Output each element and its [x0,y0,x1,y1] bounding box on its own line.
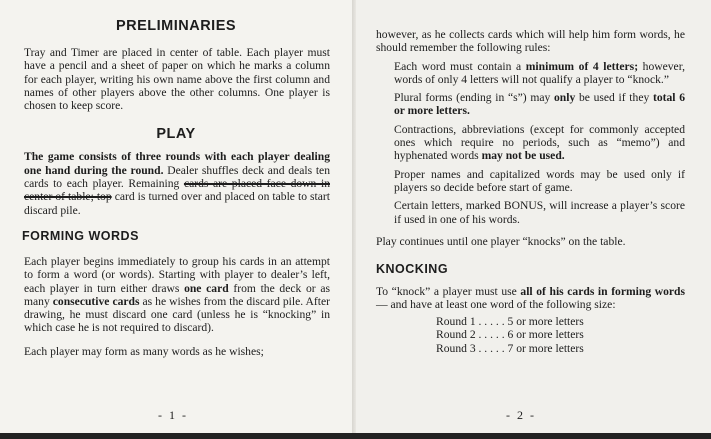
play-text-b: card is turned over and placed on table to start discard pile. [24,190,330,217]
rule-3 [376,123,685,163]
round-list [436,315,685,356]
rule-1-c: however, words of only 4 letters will not qualify a player to “knock.” [394,59,686,86]
rule-3-a: Contractions, abbreviations (except for commonly accepted ones which require no periods, such as “memo”) and hyphenated words [394,122,685,163]
page-number-right: - 2 - [506,408,536,422]
rule-4: Proper names and capitalized words may be used only if players so decide before start of game. [394,167,685,194]
fw-p1-a: Each player begins immediately to group his cards in an attempt to form a word (or words). Starting with player to dealer’s left, each player in turn either draws [24,254,330,295]
play-text-a: Dealer shuffles deck and deals ten cards to each player. Remaining [24,163,331,191]
round-item: Round 2 . . . . . 6 or more letters [436,328,584,342]
knocking-c: — and have at least one word of the following size: [376,298,616,312]
knocking-heading: KNOCKING [376,262,449,277]
fw-p1-c: from the deck or as many [24,281,330,308]
knocking-bold: all of his cards in forming words [520,285,685,299]
continue-text: Play continues until one player “knocks” on the table. [376,234,626,248]
right-page [356,0,711,439]
rule-2-bold-1: only [553,91,576,105]
rule-1-bold: minimum of 4 letters; [525,59,639,73]
preliminaries-text: Tray and Timer are placed in center of table. Each player must have a pencil and a sheet of paper on which he marks a column for each player, writing his own name above the first column and names of other players above the other columns. One player is chosen to keep score. [24,46,330,113]
rule-2-a: Plural forms (ending in “s”) may [394,91,554,105]
rule-2-c: be used if they [575,91,653,105]
forming-words-p2: Each player may form as many words as he wishes; [24,344,264,358]
round-item: Round 1 . . . . . 5 or more letters [436,314,584,328]
left-page [0,0,352,439]
play-struck-text: cards are placed face down in center of table; top [24,177,330,204]
rule-2-bold-2: total 6 or more letters. [394,91,685,118]
page-number-left: - 1 - [158,408,188,422]
fw-p1-bold-1: one card [184,281,229,295]
rule-5: Certain letters, marked BONUS, will increase a player’s score if used in one of his words. [394,199,685,226]
bottom-edge [0,433,711,439]
rules-intro: however, as he collects cards which will help him form words, he should remember the following rules: [376,28,685,55]
rule-1-a: Each word must contain a [394,59,526,73]
rule-1 [376,60,685,87]
round-item: Round 3 . . . . . 7 or more letters [436,341,584,355]
fw-p1-d: as he wishes from the discard pile. After drawing, he must discard one card (unless he is “knocking” in which case he is not required to discard). [24,294,330,335]
forming-words-heading: FORMING WORDS [22,228,139,243]
play-bold-lead: The game consists of three rounds with each player dealing one hand during the round. [24,150,330,177]
preliminaries-heading: PRELIMINARIES [115,18,237,34]
rule-2 [376,91,685,118]
knocking-text [376,285,685,312]
forming-words-p1 [24,255,330,335]
play-text [24,150,330,216]
play-heading: PLAY [156,126,196,143]
knocking-a: To “knock” a player must use [376,285,521,299]
fw-p1-bold-2: consecutive cards [52,294,140,308]
rule-3-bold: may not be used. [481,149,565,163]
